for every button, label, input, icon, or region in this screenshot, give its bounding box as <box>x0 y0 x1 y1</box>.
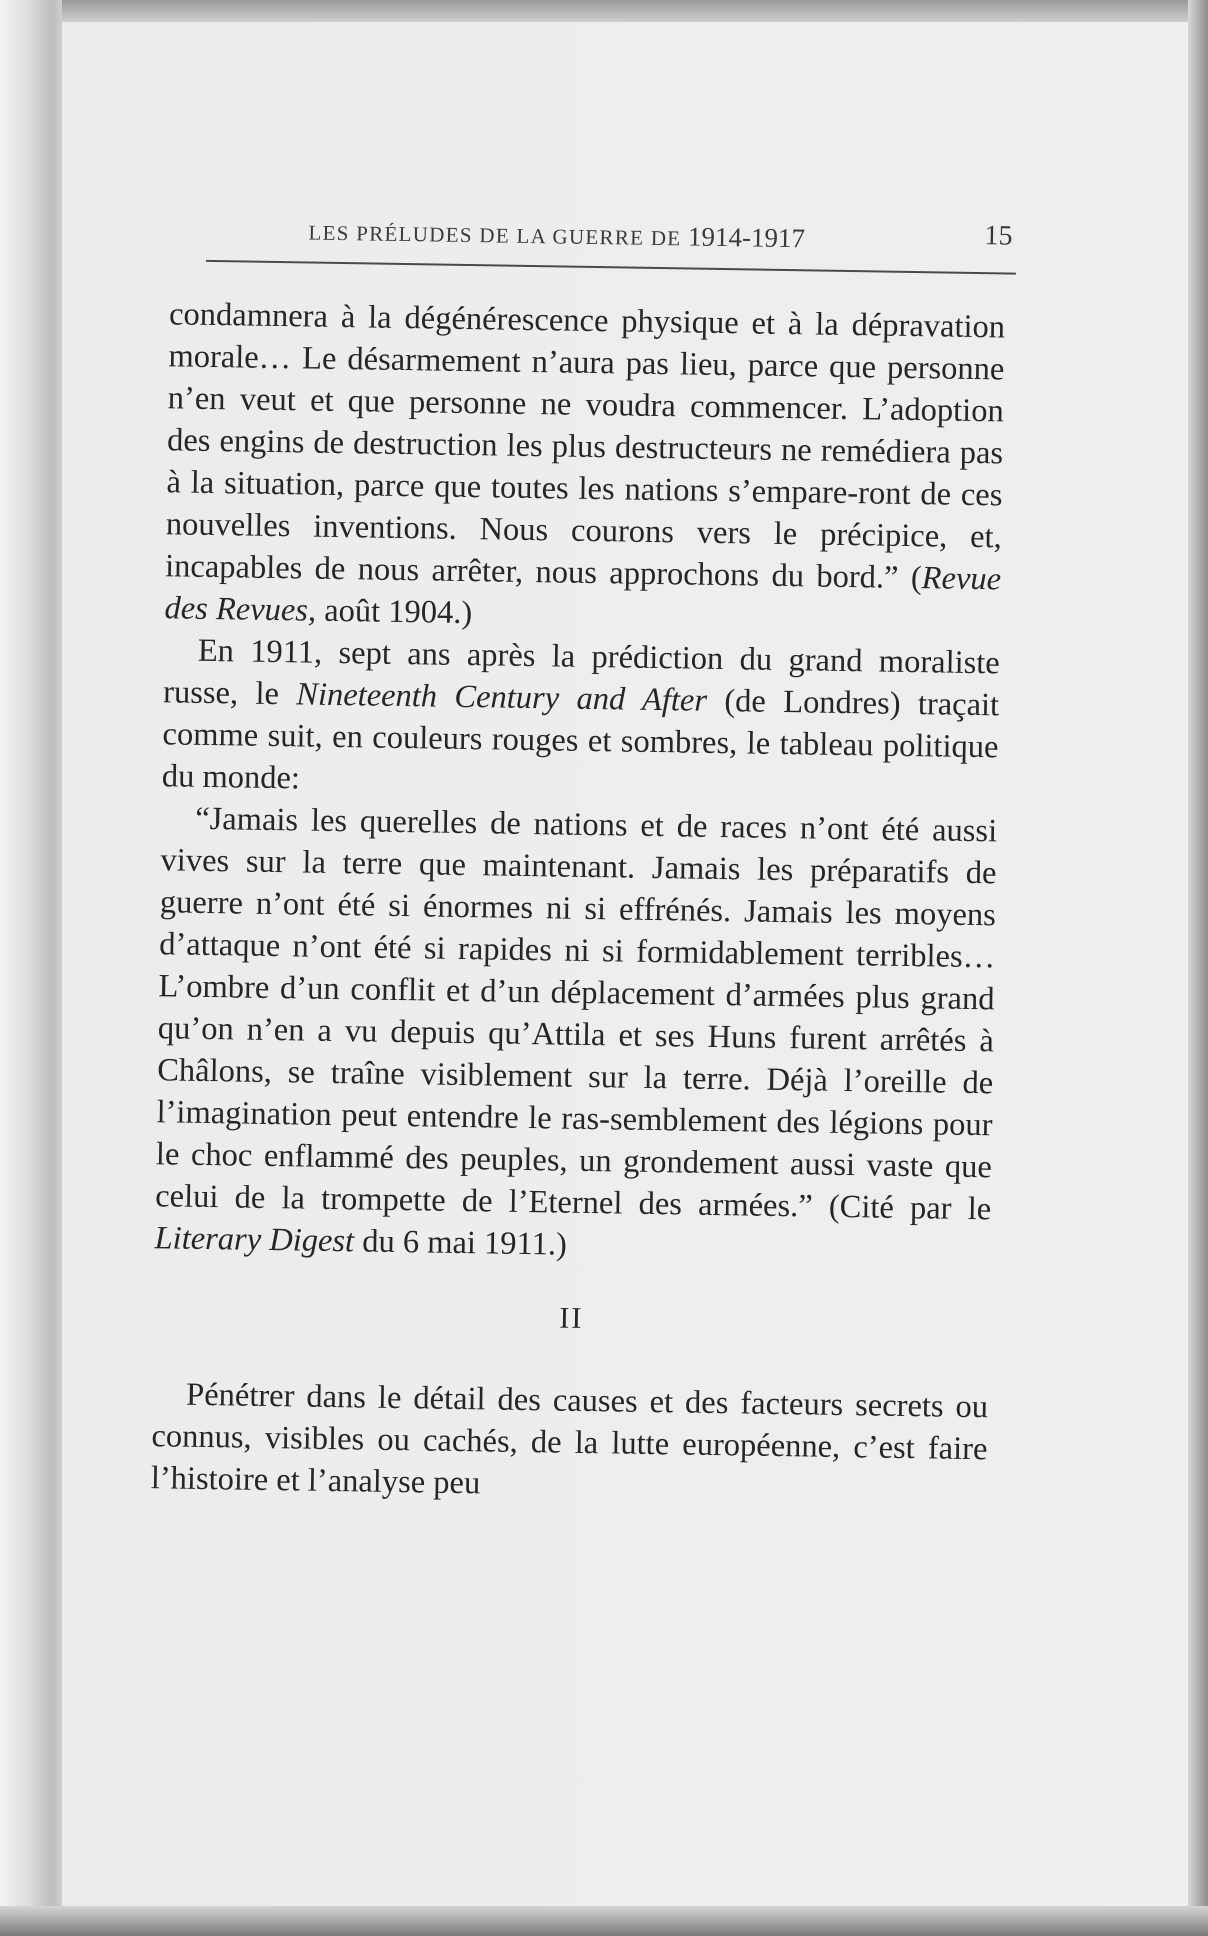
paragraph-continuation <box>164 293 1005 642</box>
paragraph-text: août 1904.) <box>315 592 473 632</box>
paragraph-text: Pénétrer dans le détail des causes et des facteurs secrets ou connus, visibles ou cachés, de la lutte européenne, c’est faire l’histoire et l’analyse peu <box>150 1376 989 1502</box>
paragraph-text: du 6 mai 1911.) <box>353 1223 568 1263</box>
paragraph-text: En 1911, sept ans après la prédiction du grand moraliste russe, le <box>162 632 1001 713</box>
citation-title: Literary Digest <box>154 1220 355 1260</box>
paragraph <box>162 629 1001 810</box>
header-rule <box>206 260 1016 275</box>
section-heading: II <box>559 1301 584 1335</box>
running-title <box>308 215 805 254</box>
running-title-years: 1914-1917 <box>687 221 806 254</box>
paragraph-text: condamnera à la dégénérescence physique et à la dépravation morale… Le désarmement n’aura pas lieu, parce que personne n’en veut et que personne ne voudra commencer. L’adoption des engins de destruction les plus destructeurs ne remédiera pas à la situation, parce que toutes les nations s’empare-ront de ces nouvelles inventions. Nous courons vers le précipice, et, incapables de nous arrêter, nous approchons du bord.” ( <box>164 296 1006 597</box>
quotation-paragraph <box>154 797 997 1272</box>
paragraph-text: (de Londres) traçait comme suit, en couleurs rouges et sombres, le tableau politique du monde: <box>161 682 1000 797</box>
citation-title: Nineteenth Century and After <box>296 676 708 719</box>
body-text <box>151 293 1006 1512</box>
citation-title: Revue des Revues, <box>164 560 1002 629</box>
page-number: 15 <box>984 220 1013 252</box>
running-head <box>208 208 1021 261</box>
paragraph-text: “Jamais les querelles de nations et de races n’ont été aussi vives sur la terre que maintenant. Jamais les préparatifs de guerre n’ont été si énormes ni si effrénés. Jamais les moyens d’attaque n’ont été si rapides ni si formidablement terribles… L’ombre d’un conflit et d’un déplacement d’armées plus grand qu’on n’en a vu depuis qu’Attila et ses Huns furent arrêtés à Châlons, se traîne visiblement sur la terre. Déjà l’oreille de l’imagination peut entendre le ras-semblement des légions pour le choc enflammé des peuples, un grondement aussi vaste que celui de la trompette de l’Eternel des armées.” (Cité par le <box>155 800 998 1228</box>
running-title-text: LES PRÉLUDES DE LA GUERRE DE <box>308 220 682 251</box>
paragraph <box>151 1373 989 1512</box>
